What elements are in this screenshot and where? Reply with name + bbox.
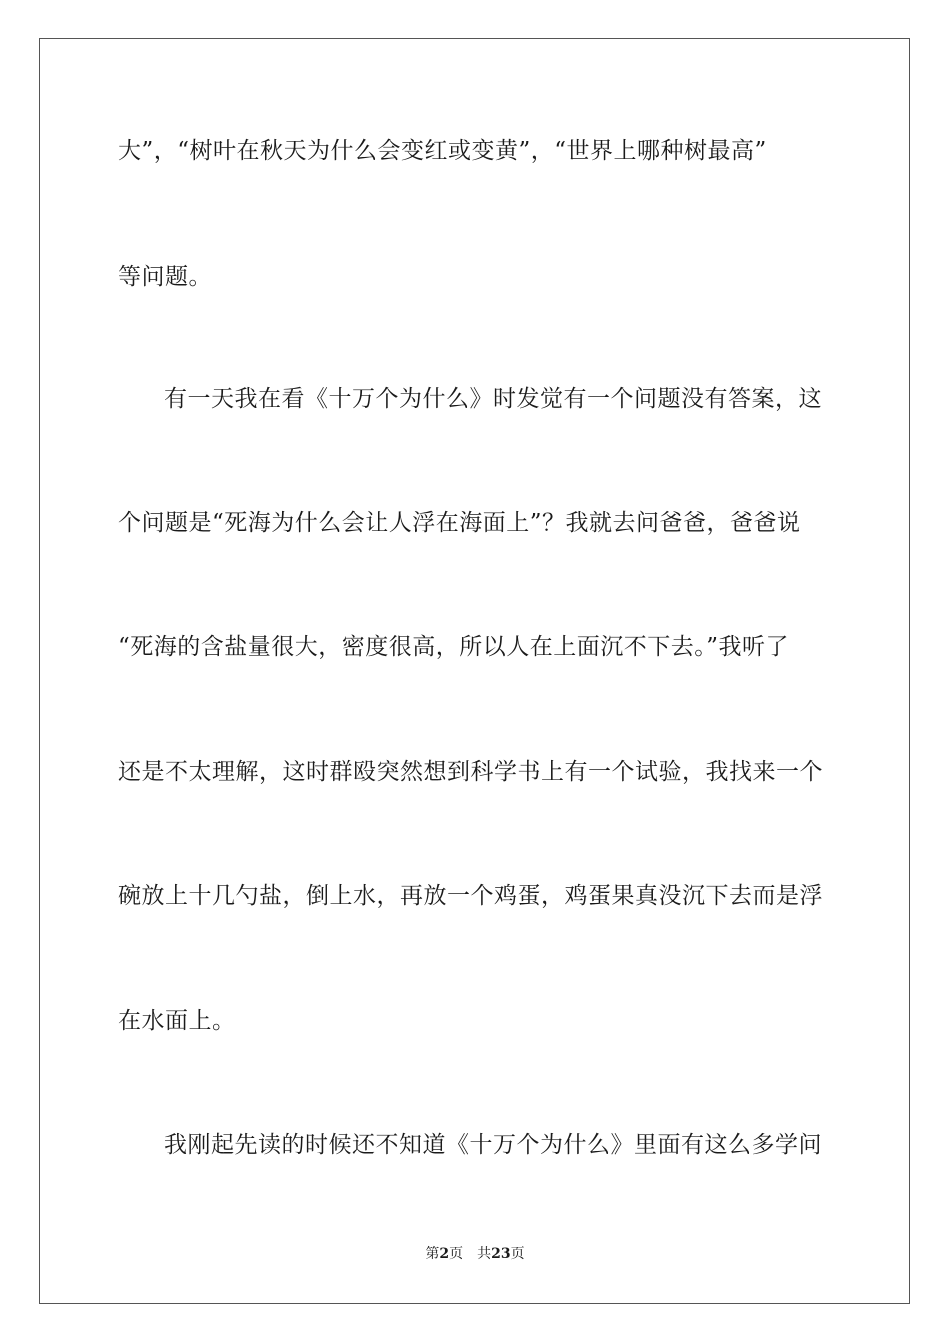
page-label-suffix: 页 [449, 1246, 464, 1262]
page-border [39, 38, 910, 1304]
total-label-suffix: 页 [510, 1246, 525, 1262]
text-line: “死海的含盐量很大，密度很高，所以人在上面沉不下去。”我听了 [118, 634, 790, 660]
text-line: 在水面上。 [118, 1008, 236, 1034]
page-label-prefix: 第 [425, 1246, 440, 1262]
total-label-prefix: 共 [477, 1246, 492, 1262]
text-line: 等问题。 [118, 264, 212, 290]
text-line: 大”，“树叶在秋天为什么会变红或变黄”，“世界上哪种树最高” [118, 138, 767, 164]
total-page-count: 23 [491, 1246, 511, 1262]
current-page-number: 2 [439, 1246, 450, 1262]
paragraph-start: 有一天我在看《十万个为什么》时发觉有一个问题没有答案，这 [164, 386, 822, 412]
text-line: 碗放上十几勺盐，倒上水，再放一个鸡蛋，鸡蛋果真没沉下去而是浮 [118, 883, 823, 909]
text-line: 还是不太理解，这时群殴突然想到科学书上有一个试验，我找来一个 [118, 759, 823, 785]
page-footer [0, 1245, 950, 1263]
text-line: 个问题是“死海为什么会让人浮在海面上”？我就去问爸爸，爸爸说 [118, 510, 801, 536]
paragraph-start: 我刚起先读的时候还不知道《十万个为什么》里面有这么多学问 [164, 1132, 822, 1158]
